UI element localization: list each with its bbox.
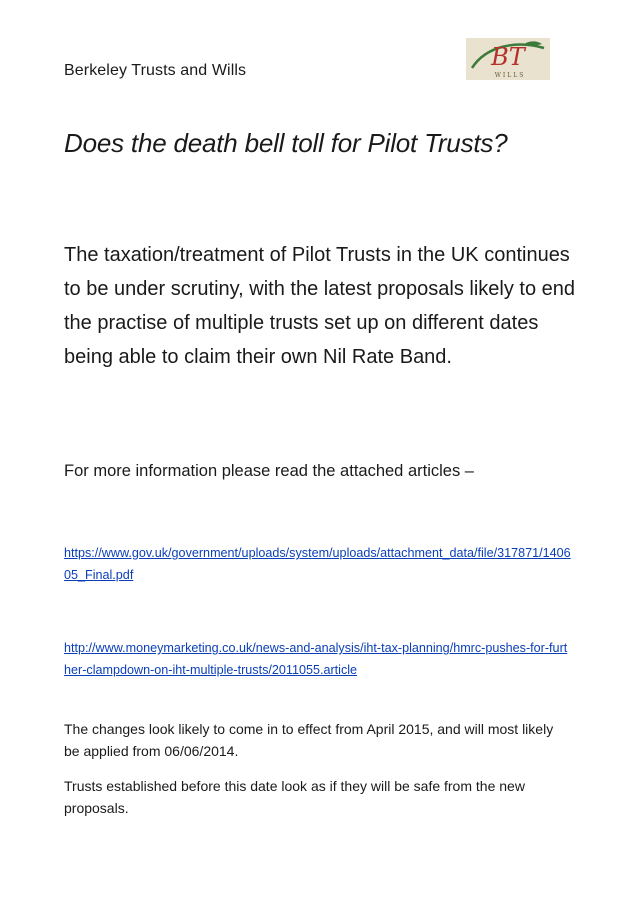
intro-text: For more information please read the attached articles – [64, 462, 474, 480]
safe-trusts-paragraph: Trusts established before this date look as if they will be safe from the new proposals. [64, 778, 525, 816]
logo-monogram: BT [491, 43, 525, 71]
effective-date-paragraph: The changes look likely to come in to effect from April 2015, and will most likely be applied from 06/06/2014. [64, 721, 554, 759]
gov-uk-link[interactable]: https://www.gov.uk/government/uploads/system/uploads/attachment_data/file/317871/140605_Final.pdf [64, 546, 571, 582]
company-name: Berkeley Trusts and Wills [64, 62, 247, 79]
lead-paragraph: The taxation/treatment of Pilot Trusts in the UK continues to be under scrutiny, with the latest proposals likely to end the practise of multiple trusts set up on different dates being able to claim their own Nil Rate Band. [64, 244, 576, 368]
company-logo [466, 38, 550, 80]
money-marketing-link[interactable]: http://www.moneymarketing.co.uk/news-and-analysis/iht-tax-planning/hmrc-pushes-for-further-clampdown-on-iht-multiple-trusts/2011055.article [64, 641, 568, 677]
article-title: Does the death bell toll for Pilot Trusts? [64, 128, 508, 158]
logo-wills-text: WILLS [494, 72, 526, 79]
